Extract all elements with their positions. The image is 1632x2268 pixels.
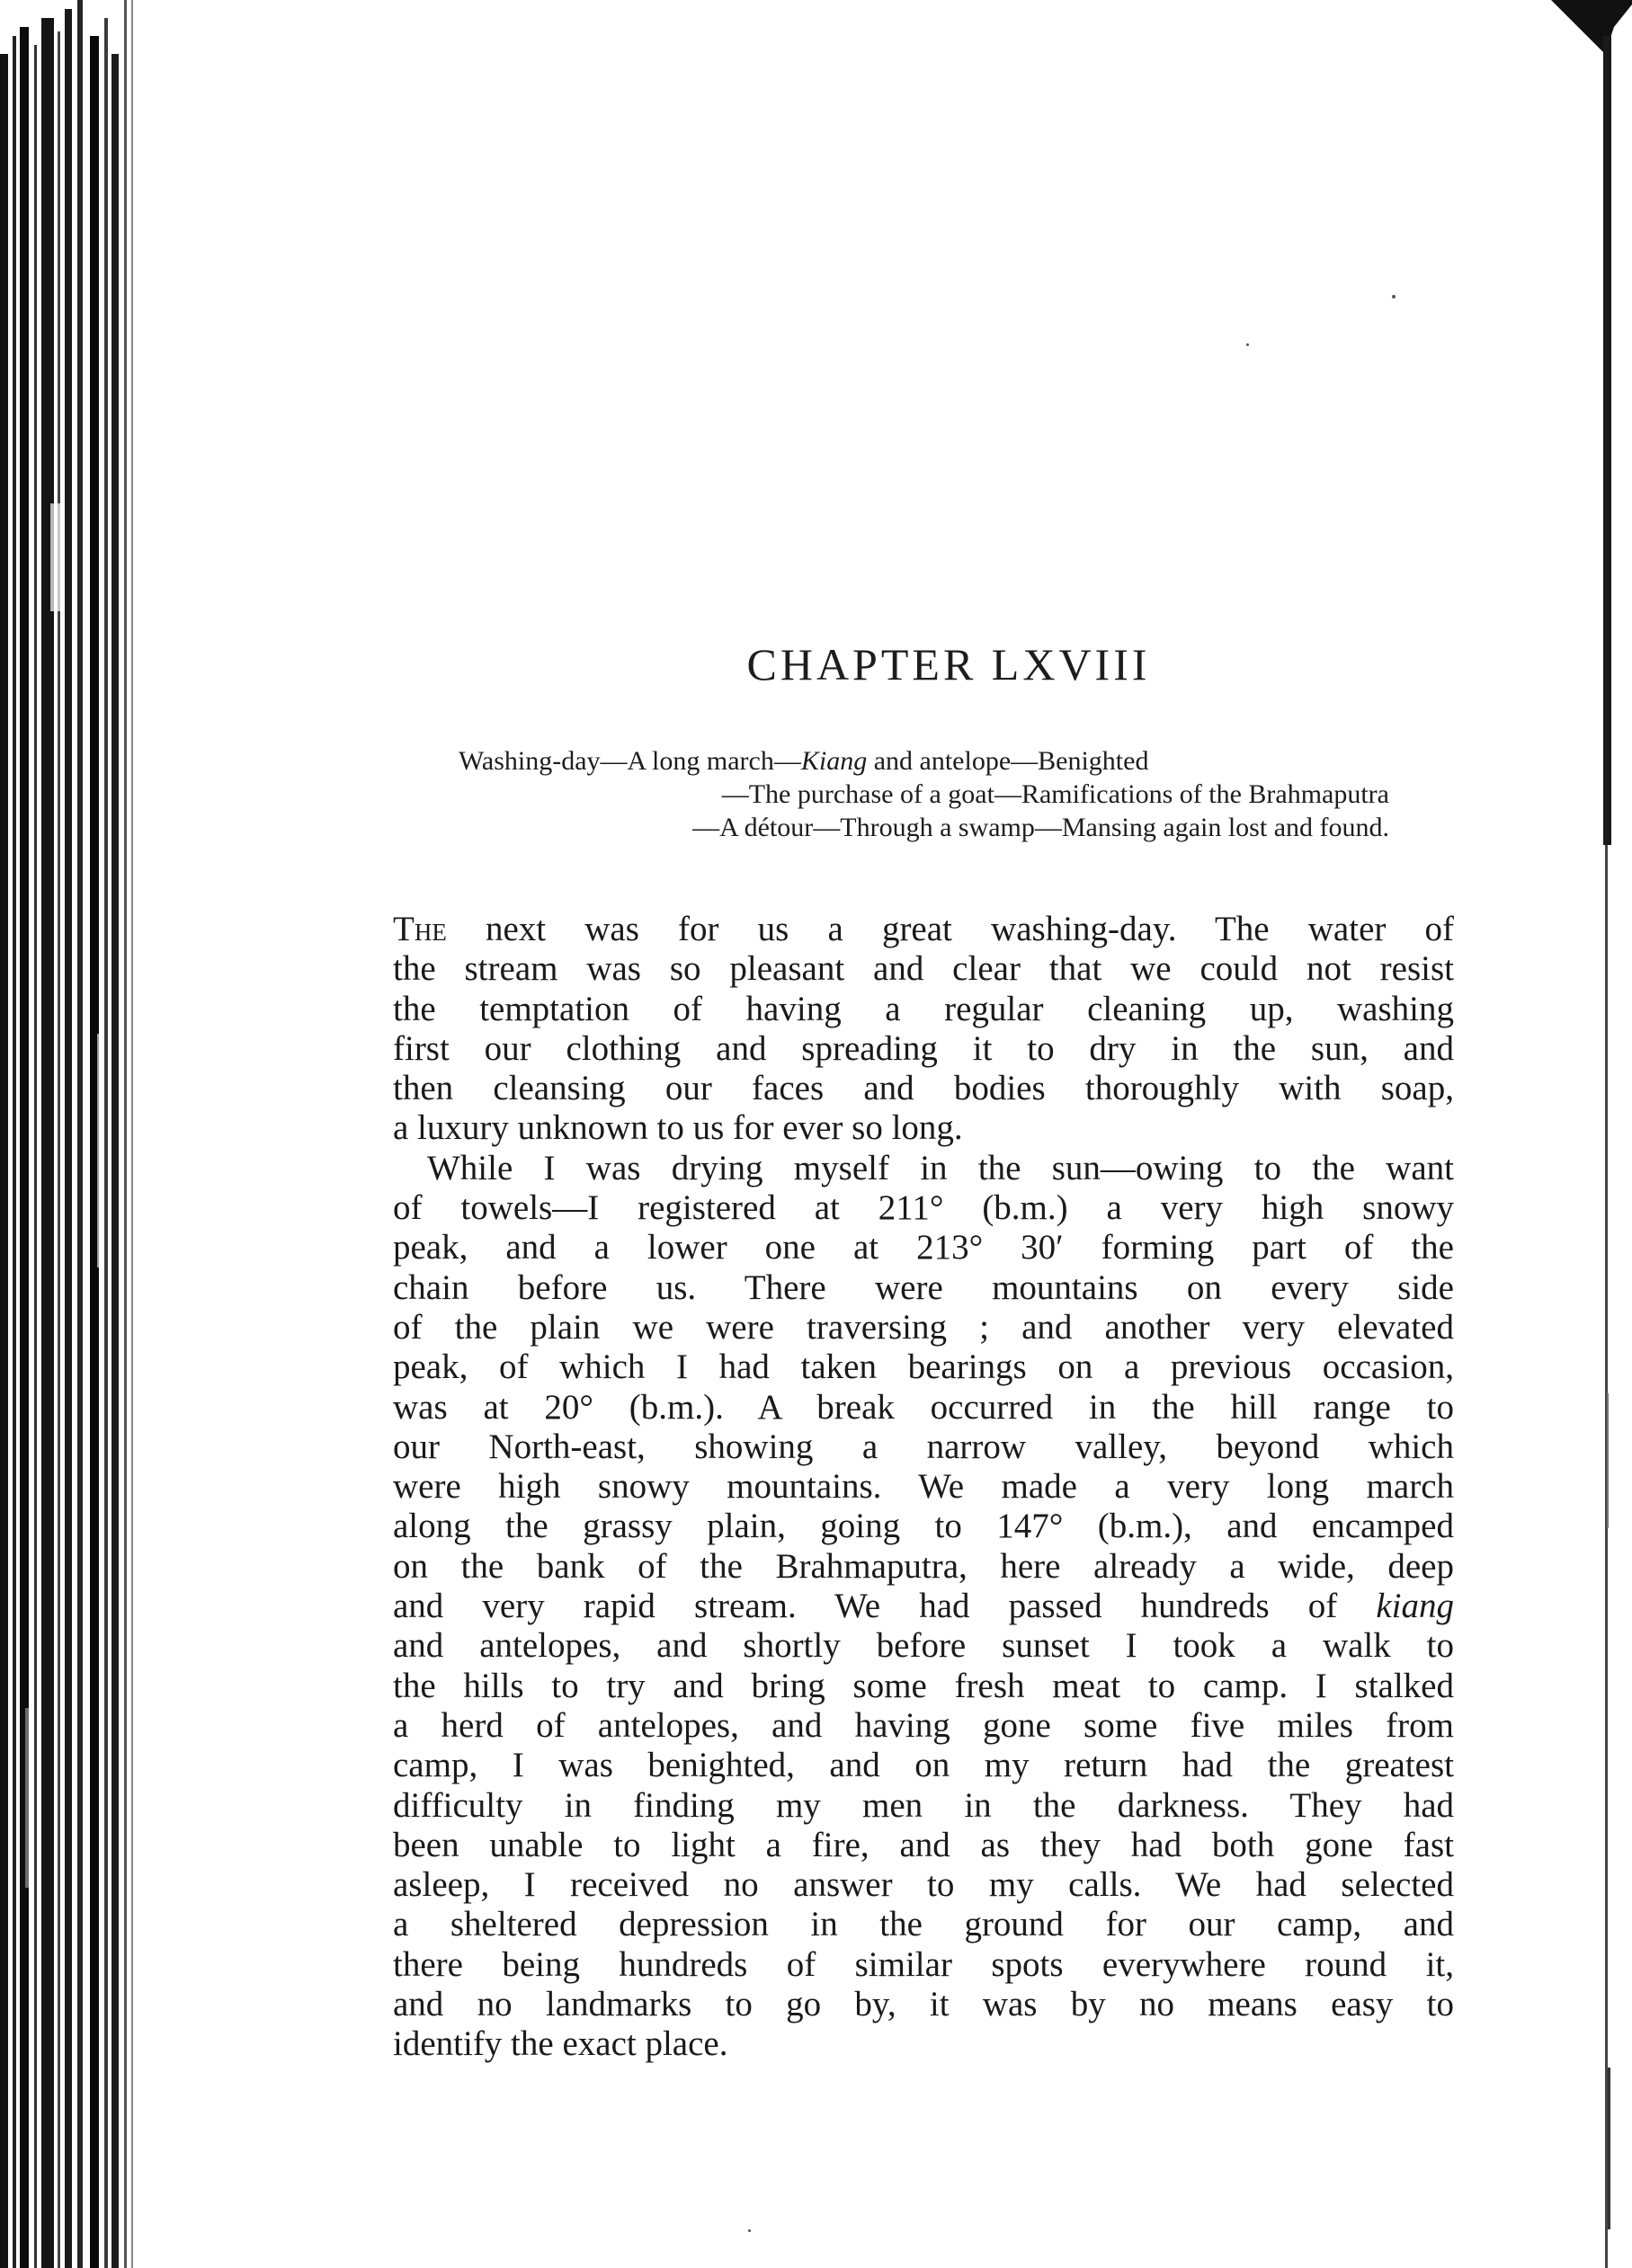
paragraph <box>393 1149 1454 2065</box>
text-line: The next was for us a great washing-day. The water of <box>393 910 1454 948</box>
chapter-title: CHAPTER LXVIII <box>746 639 1151 689</box>
scan-right-edge <box>1533 0 1632 2268</box>
text-line: While I was drying myself in the sun—owing to the want <box>427 1148 1454 1187</box>
text-line: and antelopes, and shortly before sunset I took a walk to <box>393 1626 1454 1666</box>
text-line: were high snowy mountains. We made a very long march <box>393 1467 1454 1507</box>
scan-gutter-shadow <box>0 0 144 2268</box>
scan-speck <box>1246 343 1249 346</box>
text-line: a luxury unknown to us for ever so long. <box>393 1108 963 1148</box>
text-line: a herd of antelopes, and having gone some five miles from <box>393 1705 1454 1745</box>
chapter-body <box>393 910 1454 2065</box>
text-line: the hills to try and bring some fresh meat to camp. I stalked <box>393 1666 1454 1705</box>
text-line: was at 20° (b.m.). A break occurred in the hill range to <box>393 1387 1454 1427</box>
text-line: a sheltered depression in the ground for our camp, and <box>393 1905 1454 1944</box>
text-line: camp, I was benighted, and on my return had the greatest <box>393 1746 1454 1785</box>
paragraph <box>393 910 1454 1149</box>
text-line: identify the exact place. <box>393 2024 728 2064</box>
text-line: peak, of which I had taken bearings on a previous occasion, <box>393 1347 1454 1387</box>
synopsis-line: —A détour—Through a swamp—Mansing again lost and found. <box>692 813 1389 842</box>
drop-word: The <box>393 910 447 948</box>
chapter-synopsis <box>459 744 1389 844</box>
text-line: on the bank of the Brahmaputra, here already a wide, deep <box>393 1546 1454 1586</box>
text-line: the temptation of having a regular cleaning up, washing <box>393 989 1454 1028</box>
text-line: and very rapid stream. We had passed hundreds of kiang <box>393 1587 1454 1626</box>
text-line: and no landmarks to go by, it was by no means easy to <box>393 1985 1454 2024</box>
synopsis-line: —The purchase of a goat—Ramifications of the Brahmaputra <box>721 779 1389 809</box>
scan-speck <box>1392 295 1396 298</box>
text-line: of the plain we were traversing ; and another very elevated <box>393 1307 1454 1347</box>
text-line: along the grassy plain, going to 147° (b.m.), and encamped <box>393 1507 1454 1546</box>
text-line: the stream was so pleasant and clear that we could not resist <box>393 949 1454 989</box>
scan-speck <box>748 2229 751 2232</box>
text-line: of towels—I registered at 211° (b.m.) a very high snowy <box>393 1188 1454 1228</box>
text-line: then cleansing our faces and bodies thoroughly with soap, <box>393 1069 1454 1108</box>
synopsis-line: Washing-day—A long march—Kiang and antelope—Benighted <box>459 746 1149 776</box>
text-line: chain before us. There were mountains on every side <box>393 1267 1454 1307</box>
text-line: there being hundreds of similar spots everywhere round it, <box>393 1944 1454 1984</box>
text-line: asleep, I received no answer to my calls. We had selected <box>393 1865 1454 1905</box>
text-line: difficulty in finding my men in the darkness. They had <box>393 1785 1454 1825</box>
text-line: been unable to light a fire, and as they had both gone fast <box>393 1825 1454 1864</box>
text-line: our North-east, showing a narrow valley, beyond which <box>393 1427 1454 1466</box>
text-line: peak, and a lower one at 213° 30′ forming part of the <box>393 1228 1454 1267</box>
text-line: first our clothing and spreading it to dry in the sun, and <box>393 1028 1454 1068</box>
